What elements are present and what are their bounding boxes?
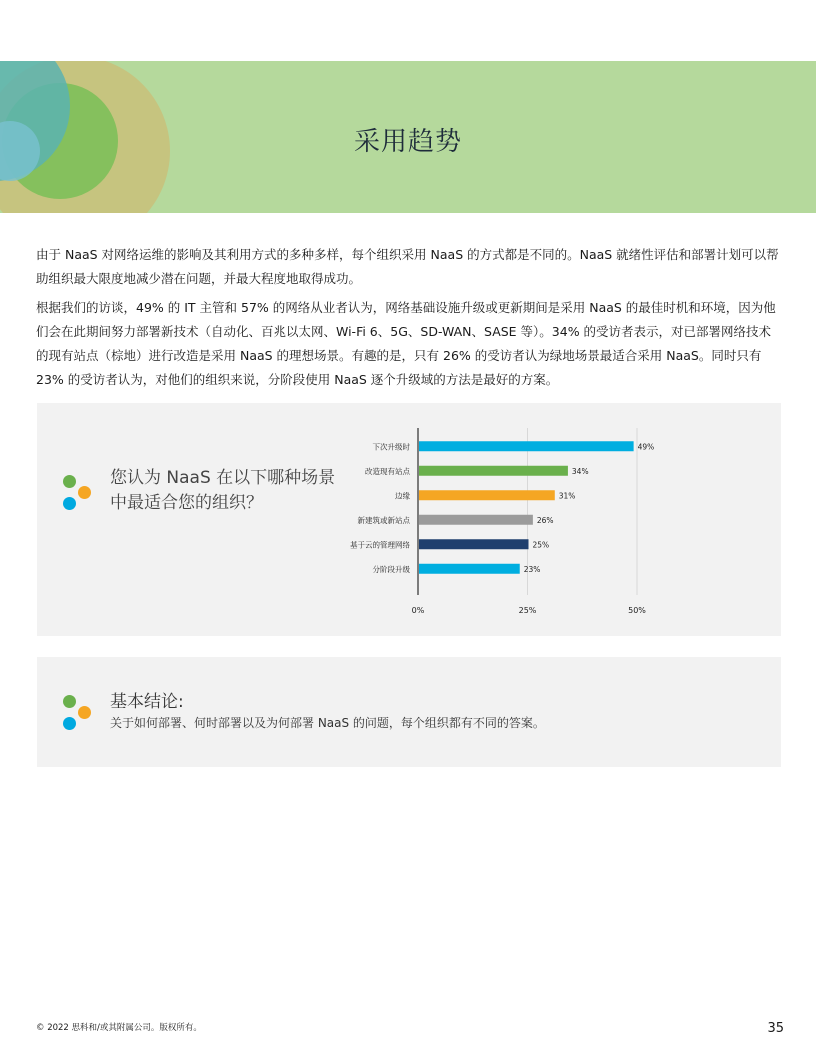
category-label: 下次升级时 bbox=[372, 442, 410, 452]
findings-paragraph: 根据我们的访谈，49% 的 IT 主管和 57% 的网络从业者认为，网络基础设施升级或更新期间是采用 NaaS 的最佳时机和环境，因为他们会在此期间努力部署新技术（自动化、百兆以太网、Wi-Fi 6、5G、SD-WAN、SASE 等）。34% 的受访者表示，对已部署网络技术的现有站点（棕地）进行改造是采用 NaaS 的理想场景。有趣的是，只有 26% 的受访者认为绿地场景最适合采用 NaaS。同时只有 23% 的受访者认为，对他们的组织来说，分阶段使用 NaaS 逐个升级域的方法是最好的方案。 bbox=[36, 300, 776, 387]
x-tick-label: 50% bbox=[628, 606, 646, 615]
data-label: 49% bbox=[637, 442, 655, 452]
data-label: 25% bbox=[532, 540, 550, 550]
data-label: 34% bbox=[571, 466, 589, 476]
intro-paragraph: 由于 NaaS 对网络运维的影响及其利用方式的多种多样，每个组织采用 NaaS 的方式都是不同的。NaaS 就绪性评估和部署计划可以帮助组织最大限度地减少潜在问题，并最大程度地取得成功。 bbox=[36, 247, 779, 286]
copyright-notice: © 2022 思科和/或其附属公司。版权所有。 bbox=[36, 1023, 202, 1033]
category-label: 改造现有站点 bbox=[365, 466, 410, 476]
bar bbox=[419, 466, 568, 476]
bar bbox=[419, 441, 634, 451]
x-tick-label: 25% bbox=[518, 606, 537, 615]
blue-dot-icon bbox=[63, 717, 76, 730]
page-number: 35 bbox=[767, 1021, 784, 1036]
header-banner bbox=[0, 61, 816, 213]
category-label: 边缘 bbox=[395, 491, 410, 501]
conclusion-panel bbox=[37, 657, 781, 767]
category-label: 新建筑或新站点 bbox=[357, 515, 410, 525]
bar bbox=[419, 515, 533, 525]
survey-question: 您认为 NaaS 在以下哪种场景中最适合您的组织？ bbox=[110, 468, 336, 513]
bar bbox=[419, 564, 520, 574]
data-label: 26% bbox=[536, 515, 554, 525]
conclusion-title: 基本结论: bbox=[110, 692, 184, 712]
conclusion-text: 关于如何部署、何时部署以及为何部署 NaaS 的问题，每个组织都有不同的答案。 bbox=[110, 716, 545, 730]
orange-dot-icon bbox=[78, 706, 91, 719]
page-title: 采用趋势 bbox=[353, 127, 462, 157]
data-label: 23% bbox=[523, 564, 541, 574]
green-dot-icon bbox=[63, 695, 76, 708]
category-label: 分阶段升级 bbox=[372, 564, 410, 574]
bar bbox=[419, 539, 529, 549]
data-label: 31% bbox=[558, 491, 576, 501]
x-tick-label: 0% bbox=[411, 606, 425, 615]
category-label: 基于云的管理网络 bbox=[350, 540, 410, 550]
survey-chart-panel bbox=[37, 403, 781, 636]
bar bbox=[419, 490, 555, 500]
bar-chart bbox=[37, 403, 781, 636]
